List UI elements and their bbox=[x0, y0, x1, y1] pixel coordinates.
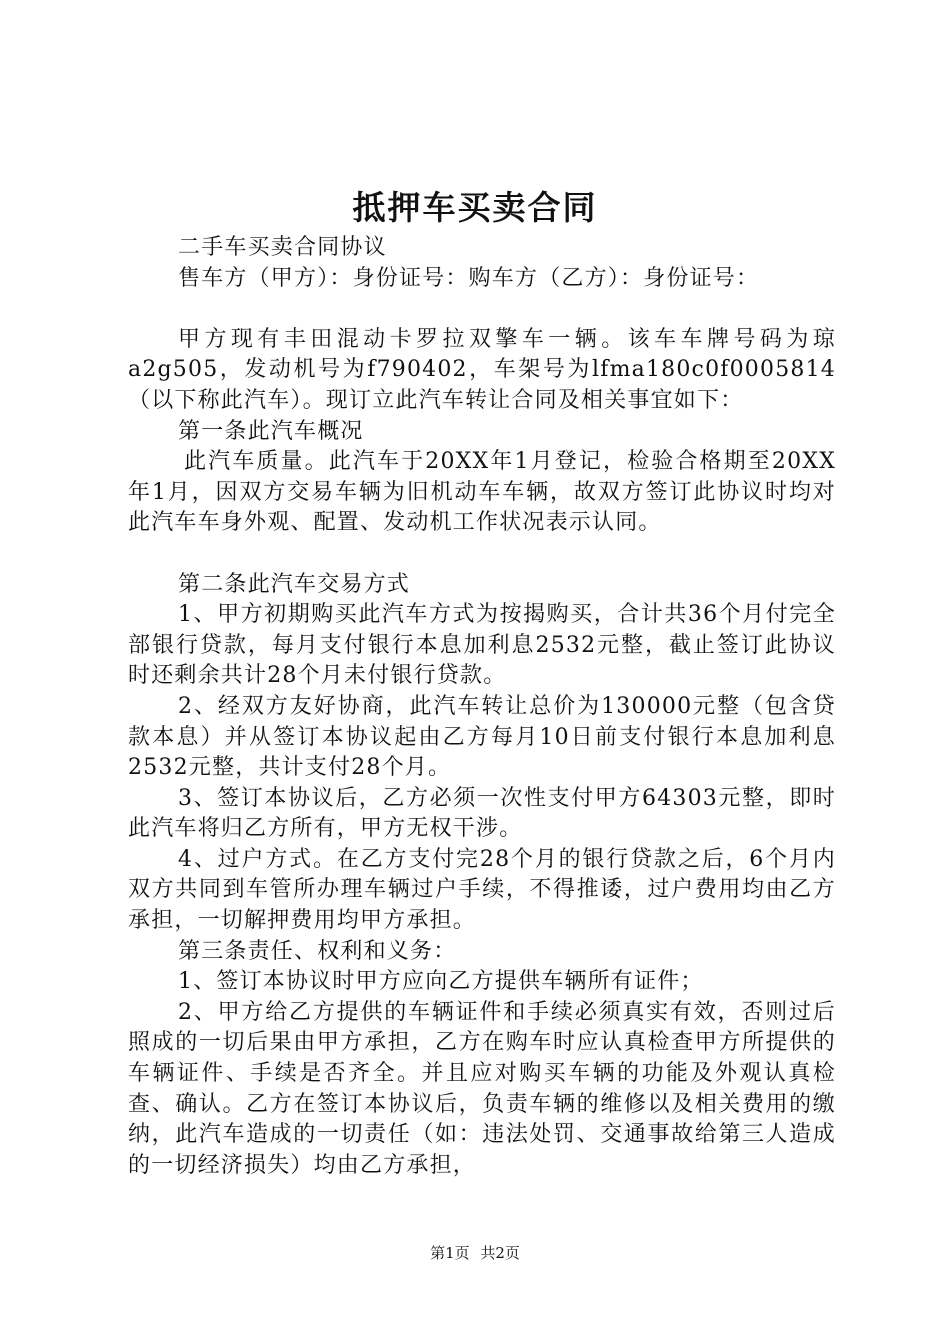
paragraph-parties: 售车方（甲方）：身份证号：购车方（乙方）：身份证号： bbox=[178, 265, 760, 291]
paragraph-clause-2-3: 3、签订本协议后，乙方必须一次性支付甲方64303元整，即时此汽车将归乙方所有，甲方无权干涉。 bbox=[128, 785, 836, 842]
paragraph-clause-2-1: 1、甲方初期购买此汽车方式为按揭购买，合计共36个月付完全部银行贷款，每月支付银行本息加利息2532元整，截止签订此协议时还剩余共计28个月未付银行贷款。 bbox=[128, 602, 836, 689]
article-2-heading: 第二条此汽车交易方式 bbox=[178, 571, 411, 597]
document-title: 抵押车买卖合同 bbox=[352, 188, 598, 227]
paragraph-clause-2-2: 2、经双方友好协商，此汽车转让总价为130000元整（包含贷款本息）并从签订本协议起由乙方每月10日前支付银行本息加利息2532元整，共计支付28个月。 bbox=[128, 693, 836, 781]
paragraph-gap bbox=[128, 294, 836, 325]
page-number: 第1页 bbox=[430, 1244, 470, 1262]
paragraph-clause-2-4: 4、过户方式。在乙方支付完28个月的银行贷款之后，6个月内双方共同到车管所办理车辆过户手续，不得推诿，过户费用均由乙方承担，一切解押费用均甲方承担。 bbox=[128, 846, 836, 934]
page-total: 共2页 bbox=[480, 1244, 520, 1262]
paragraph-clause-3-1: 1、签订本协议时甲方应向乙方提供车辆所有证件； bbox=[178, 969, 704, 995]
paragraph-vehicle-intro: 甲方现有丰田混动卡罗拉双擎车一辆。该车车牌号码为琼a2g505，发动机号为f790402，车架号为lfma180c0f0005814（以下称此汽车）。现订立此汽车转让合同及相关事宜如下： bbox=[128, 326, 836, 413]
article-1-heading: 第一条此汽车概况 bbox=[178, 418, 364, 444]
paragraph-clause-3-2: 2、甲方给乙方提供的车辆证件和手续必须真实有效，否则过后照成的一切后果由甲方承担，乙方在购车时应认真检查甲方所提供的车辆证件、手续是否齐全。并且应对购买车辆的功能及外观认真检查、确认。乙方在签订本协议后，负责车辆的维修以及相关费用的缴纳，此汽车造成的一切责任（如：违法处罚、交通事故给第三人造成的一切经济损失）均由乙方承担， bbox=[128, 999, 836, 1178]
article-3-heading: 第三条责任、权利和义务： bbox=[178, 938, 457, 964]
document-body bbox=[128, 233, 836, 1181]
paragraph-vehicle-quality: 此汽车质量。此汽车于20XX年1月登记，检验合格期至20XX年1月，因双方交易车辆为旧机动车车辆，故双方签订此协议时均对此汽车车身外观、配置、发动机工作状况表示认同。 bbox=[128, 449, 836, 536]
page-footer bbox=[0, 1242, 950, 1264]
paragraph-subtitle: 二手车买卖合同协议 bbox=[178, 235, 387, 260]
paragraph-gap bbox=[128, 539, 836, 570]
